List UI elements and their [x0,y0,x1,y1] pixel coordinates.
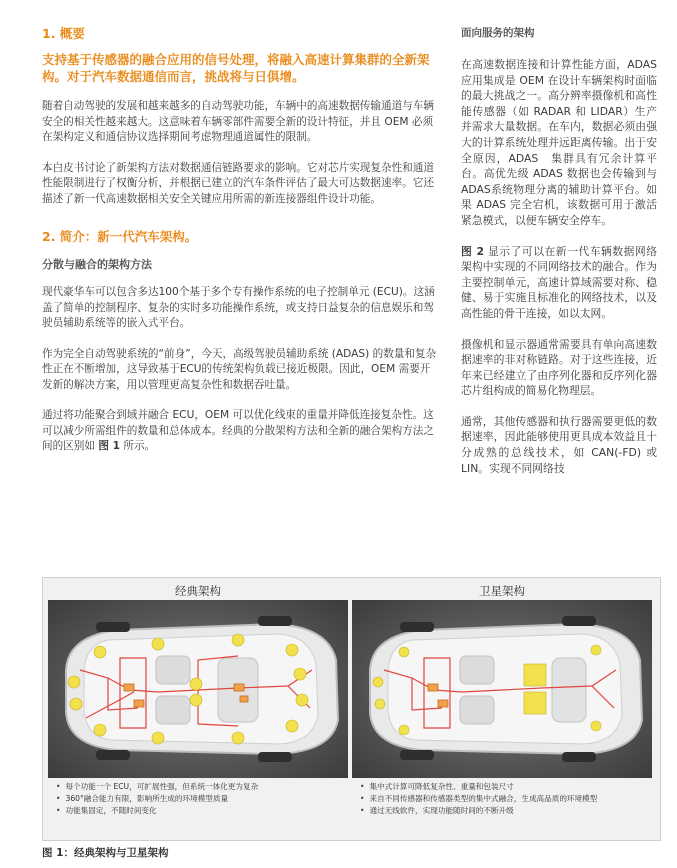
satellite-architecture-car-image [352,600,652,778]
section-2-paragraph-3 [42,408,438,455]
list-item: • 功能集固定，不随时间变化 [56,805,348,817]
right-paragraph-3: 摄像机和显示器通常需要具有单向高速数据速率的非对称链路。对于这些连接，近年来已经建立了由序列化器和反序列化器芯片组构成的简易化物理层。 [461,337,657,398]
section-1-heading: 1. 概要 [42,26,85,41]
section-1-paragraph-1: 随着自动驾驶的发展和越来越多的自动驾驶功能，车辆中的高速数据传输通道与车辆安全的相关性越来越大。这意味着车辆零部件需要全新的设计特征，并且 OEM 必须在架构定义和通信协议选择期间考虑物理通道属性的限制。 [42,100,434,143]
list-item: • 通过无线软件，实现功能随时间的不断升级 [360,805,652,817]
right-paragraph-2 [461,244,657,322]
right-column [461,26,657,491]
right-paragraph-1: 在高速数据连接和计算性能方面，ADAS 应用集成是 OEM 在设计车辆架构时面临的最大挑战之一。高分辨率摄像机和高性能传感器（如 RADAR 和 LIDAR）生产并需求大量数据。在车内，数据必须由强大的计算系统处理并远距离传输。出于安全原因，ADAS 集群具有冗余计算平台。高优先级 ADAS 数据也会传输到与 ADAS系统物理分离的辅助计算平台。如果 ADAS 完全宕机，该数据可用于激活紧急模式，以便车辆安全停车。 [461,58,657,227]
figure-2-reference: 图 2 [461,244,485,258]
list-item: • 集中式计算可降低复杂性、重量和包装尺寸 [360,781,652,793]
left-column [42,26,438,470]
classic-architecture-car-image [48,600,348,778]
section-2-paragraph-1: 现代豪华车可以包含多达100个基于多个专有操作系统的电子控制单元 (ECU)。这涵盖了简单的控制程序、复杂的实时多功能操作系统，或支持日益复杂的信息娱乐和驾驶员辅助系统等的嵌入式平台。 [42,286,435,329]
paragraph-3-text: 通过将功能聚合到域并融合 ECU，OEM 可以优化线束的重量并降低连接复杂性。这可以减少所需组件的数量和总体成本。经典的分散架构方法和全新的融合架构方法之间的区别如 [42,409,434,452]
section-2-paragraph-2: 作为完全自动驾驶系统的“前身”，今天，高级驾驶员辅助系统 (ADAS) 的数量和复杂性正在不断增加，这导致基于ECU的传统架构负载已接近极限。因此，OEM 需要开发新的解决方案，用以管理更高复杂性和数据吞吐量。 [42,347,437,391]
figure-1-caption: 图 1：经典架构与卫星架构 [42,847,169,859]
section-1-paragraph-2: 本白皮书讨论了新架构方法对数据通信链路要求的影响。它对芯片实现复杂性和通道性能限制进行了权衡分析，并根据已建立的汽车条件评估了最大可达数据速率。它还描述了新一代高速数据相关安全关键应用所需的新连接器组件设计功能。 [42,161,434,205]
classic-architecture-title: 经典架构 [175,584,221,598]
section-2-subheading: 分散与融合的架构方法 [42,258,152,271]
satellite-architecture-title: 卫星架构 [479,584,525,598]
section-1-lead: 支持基于传感器的融合应用的信号处理，将融入高速计算集群的全新架构。对于汽车数据通信而言，挑战将与日俱增。 [42,52,430,84]
section-2-heading: 2. 简介：新一代汽车架构。 [42,229,198,244]
paragraph-3-end: 所示。 [120,440,156,452]
satellite-architecture-bullets [360,781,652,817]
service-architecture-heading: 面向服务的架构 [461,27,535,39]
classic-architecture-bullets [56,781,348,817]
list-item: • 每个功能一个 ECU，可扩展性强，但系统一体化更为复杂 [56,781,348,793]
classic-architecture-panel [48,578,348,840]
list-item: • 来自不同传感器和传感器类型的集中式融合，生成高品质的环境模型 [360,793,652,805]
right-paragraph-4: 通常，其他传感器和执行器需要更低的数据速率，因此能够使用更具成本效益且十分成熟的总线技术，如 CAN(-FD) 或 LIN。实现不同网络技 [461,414,657,475]
figure-1-reference: 图 1 [98,440,120,452]
list-item: • 360°融合能力有限，影响所生成的环境模型质量 [56,793,348,805]
figure-1 [42,577,661,841]
satellite-architecture-panel [352,578,652,840]
right-paragraph-2-text: 显示了可以在新一代车辆数据网络架构中实现的不同网络技术的融合。作为主要控制单元，高速计算域需要对称、稳健、易于实施且标准化的网络技术，以及高性能的骨干连接，如以太网。 [461,244,657,320]
